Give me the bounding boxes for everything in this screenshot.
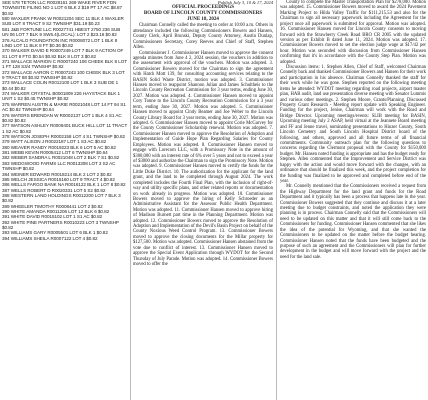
delinquent-tax-listing [2,0,128,400]
listing-entry: 373 WALLACE COLIN R0012100 LOT 1 BLK 3 SUB DE 1 $0.44 $0.82 [2,80,119,91]
listing-entry: 370 WALKER DAVID E R0007249 LOT 7 BLK 9 ACTION OF S1 LOT 8 FTG $0.54 $0.82 BLK 8 LOT 3 $0.82 [2,48,124,59]
listing-entry: 380 WEAVER RANDY R0019223 BLK 6 LOT 5 AC $0.82 [2,144,116,150]
listing-entry: 384 WEINER EDWARD R0018214 BLK 2 LOT 2 $0.82 [2,171,112,177]
listing-entry: 390 WHITE AMANDA R0011206 LOT 12 BLK 6 $0.82 [2,209,110,215]
proceedings-paragraph: Commissioner J. Commissioner Hansen moved to approve the consent agenda minutes from June 4 2, 2024 session, the vouchers in addition to the assessment with approval of the vouchers. Motion was adopted. 3. Commissioner Bowers moved for the Chairman to sign the agreement with Hatch Mott 139, for consulting accounting services relating to the BASIN Solid Waste District, motion was adopted. 3. Commissioner Hansen moved to reappoint Shannon Julian and James Schultheis to the Lincoln County Recreation Commission for 3 year terms, ending June 30, 2027. Motion was adopted. 4. Commissioner Hansen moved to appoint Cory Tonne to the Lincoln County Recreation Commission for a 3 year term, ending June 30, 2027. Motion was adopted. 5. Commissioner Hansen moved to appoint Cindy Beamer and Joe Weber to the Lincoln County Library Board for 3 year terms, ending June 30, 2027. Motion was adopted. 6. Commissioner Hansen moved to appoint Corie McGarvey for the County Commissioner Scholarship renewal. Motion was adopted. 7. Commissioner Hansen moved to approve the Resolution of Adoption and Implementation of Guide Hope Plan Regarding Salaries for County Employees. Motion was adopted. 8. Commissioner Hansen moved to engage with Lorecom LLC, with a Promissory Note in the amount of $300,000 with an interest rate of 6% over 5 years and not to exceed a year of $3000 and authorize the Chairman to sign the Promissory Note. Motion was adopted. 9. Commissioner Hansen moved to certify the funds for the Little Duke District. 10. The authorization for the applicant for the land grant, and the land to be completed through August 2024. The work completed includes the Fourth Final Plan, with the inclusion of right-of-way and utility specific plans, and other related reports or documentation on work already in progress. Motion was adopted. 10. Commissioner Bowers moved to approve the hiring of Kelly Schroeder as an Administrative Assistant for the Assessor Public Health Department. Motion was adopted. 11. Commissioner Hansen moved to approve hiring of Madison Burnett part time in the Planning Department. Motion was adopted. 12. Commissioner Bowers moved to approve the Resolution of Adoption and Implementation of the Devil's Basin Project on behalf of the County Noxious Weed Control Program. 13. Commissioner Bowers moved to approve the closing documents for the Millar property for $127,500. Motion was adopted. Commissioner Hansen abstained from the vote due to conflict of interest. 13. Commissioner Hansen moved to approve the Special Event Application through WYDOT for the Second Thursday of July Parade. Motion was adopted. 14. Commissioner Bowers moved to offer the [133,50,273,267]
notice-subtitle: BOARD OF LINCOLN COUNTY COMMISSIONERS [143,11,263,17]
listing-entry: 387 WELLS ROBERT D R0020331 LOT 5 S2 $0.82 [2,187,106,193]
proceedings-paragraph: Chairman Connelly called the meeting to order at 10:00 a.m. Others in attendance included the following Commissioners Bowers and Hansen, County Clerk, April Brunski, Deputy County Attorney, Austin Dunlap, Commissioners Secretary, Corey Reeves and Chief of Staff, Stephen Allen. [133,23,273,51]
listing-entry: SEE 578 TETON LLC R0028161 269 WAKE RIVER FDN TOWNSITE FILING NO 1 LOT 6 BLK 2 $19 PT 17 AC $8.87 $0.82 [2,0,123,16]
listing-entry: 581 J&B FORTUNE LLC R0027741 HBEST 2750 236 SUB UN 06 LOT 7 BLK 9 SW6.4(LOCAL): LOT 2 $23.16 $0.82 [2,26,121,38]
publication-date: Publish July 3, 10 & 17, 2024 [217,0,273,5]
listing-entry: 382 WEBER SANDRA L R0021048 LOT 2 BLK 7 S1 $0.82 [2,155,120,161]
listing-entry: 371 WALLACE MARION C R0007240 106 CHEEK BLK 8 LOT 1 FT 128 S3/4 TWNSHP $0.82 [2,58,127,70]
proceedings-column [133,0,273,400]
listing-entry: 378 WATSON JOSEPH R0002158 LOT 4 S1 TWNSHP $0.82 [2,133,125,139]
discussion-paragraph: Mr. Connelly mentioned that the Commissioners received a request from the Highway Department for the land grant and funds for the Road Department and it typically has been a process that happens late in the year. Commissioner Bowers suggested that they continue and discuss it at a later meeting due to budget constraints, and noted the application they were planning is in process. Chairman Connelly said that the Commissioners will need to be updated on this matter and that it will still come back to the Commissioners for funding. Commissioner Hansen commented that she likes the idea of the potential for Wyoming, and that she wanted the Commissioners to be updated on the matter before the budget hearing. Commissioner Hansen noted that the funds have been budgeted and the purpose of such an agreement and the Commissioners will plan for further development in the budget and will move forward with the project and the need for the land sale. [280,184,426,260]
listing-entry: 386 WELLS FARGO BANK NA R0016122 BLK 1 LOT 8 $0.82 [2,182,126,188]
listing-entry: 376 ALCALO FOUNDATION INC R0008072 LOT 1 BLK 8 LIND LOT 11 BLK 8 FT $0.36 $0.82 [2,37,118,48]
listing-entry: 374 WALKER CRYSTAL B0001809 226 HAYSTACK BLK 1 UNIT 1 S2 $0.45 TWNSHP $0.82 [2,91,121,102]
listing-entry: 383 WEDGWOOD FARMS LLC R0013308 LOT 3 S2 AC TWNSHP $0.82 [2,160,116,172]
listing-entry: 376 WATERS BRENDAN W R0002137 LOT 1 BLK 4 S1 AC $0.82 $0.82 [2,112,122,123]
listing-entry: 375 WARREN AUSTIN & MARIE R0021048 LOT 14 FT 94 S1 AC $0.82 TWNSHP $0.64 [2,101,126,113]
listing-entry: 385 WELCH JESSICA R0015160 LOT 9 TRACT 4 $0.82 [2,176,115,182]
column-rule [130,0,131,400]
listing-entry: 377 WATSON ASHLEY R0009401 BUCK HILL LOT 11 TRACT 1 S2 AC $0.82 [2,123,128,134]
listing-entry: 394 WILLIAMS SHEILA R0007122 LOT 4 $0.82 [2,235,98,241]
listing-entry: 372 WALLACE AARON C R0007243 100 CHEEK BLK 3 LOT 9 TRACT 88 $0.82 TWNSHP $0.82 [2,69,125,81]
discussion-paragraph: Discussion items: 1. Stephen Allen, Chief of Staff, welcomed Chairman Connelly back and thanked Commissioner Bowers and Hansen for their work and participation in his absence. Chairman Connelly thanked the staff for their work while he was gone. Stephen reported on the following meeting items he attended: WYDOT meeting regarding road projects, airport master plan, HAB audit, land use presentation diverse meeting with Senator Lummis and various other meetings. 2. Stephen Moore, Grants/Planning, Discussed Property Grant Research - Meeting report update with Speaking Engineer. Funding for the project, Jenise, Chairman will work with the Road and Bridge Director. Upcoming meetings/events: SLIB meeting for BASIN, Upcoming meeting July 2 ASAP, held virtual at the Jeannete Board meeting and FF and Jenne travel, nominating presentations to Hinzer County, South Lincoln Cemetery and South Lincoln Hospital District board of the following, and others, approved and all future terms of all financial commitments. Community outreach plan for the following questions to concerns regarding the Clermont proposal with the County for $150,000 budget. Mr. Hansen noted funding is appropriate and has the budget ready for Stephen. Allen commented that the Improvement and Service District was happy with the action and would move forward with the changes, with an ordinance that should be finalized this week, and the project completion for the funding was finalized to be approved and completed before end of the year. [280,65,426,184]
listing-entry: 379 WATT ALISON J R0022187 LOT 1 S3 AC $0.82 [2,139,107,145]
discussion-paragraph: County to complete the Master Transportation Plan for $278,000. Motion was adopted. 15. Commissioner Bowers moved to award the 2024 Pavement Marking Project to Hilda Valley Traffic for $111,215.53 and also for the Chairman to sign all necessary paperwork including the Agreement for the project once all paperwork is submitted for approval. Motion was adopted. 16. Commissioner Hansen moved for Lincoln County consents to moving forward with the Strawberry Creek Road BRO CR 2005 with the updated version as per Exhibit B dated June 11, 2024. Motion was adopted. 17. Commissioner Bowers moved to set the election judge wage at $17/42 per hour. Motion was seconded with discussion from Commissioner Hansen confirming that it's in accordance with the County Step Plan. Motion was adopted. [280,0,426,65]
listing-entry: 393 WILLIAMS GARY R0005501 LOT 6 BLK 1 $0.82 [2,230,108,236]
meeting-date: JUNE 18, 2024 [187,17,219,23]
notice-title: OFFICIAL PROCEEDINGS [171,5,235,11]
listing-entry: 388 WESTERN LAND HOLDINGS R0012200 LOT 7 BLK 3 $0.82 [2,192,121,204]
listing-entry: 391 WHITE DAVID R0015102 LOT 1 S1 AC $0.82 [2,214,103,220]
column-rule [276,0,277,400]
proceedings-body [133,23,273,267]
listing-entry: 381 WEBB KEVIN R0005412 LOT 6 TWNSHP $0.64 [2,150,108,156]
discussion-column [280,0,426,400]
listing-entry: 580 WAXLER FRANK W R0021204 SEC 11 BLK 4 WAXLER SUB LOT 8 TRACT 9 S2 TWNSHP $31.19 $0.23 [2,16,124,27]
listing-entry: 389 WHEELER TIMOTHY R0008441 LOT 2 $0.82 [2,203,103,209]
listing-entry: 392 WHITE PINE PARTNERS R0010223 LOT 3 TWNSHP $0.82 [2,219,119,231]
